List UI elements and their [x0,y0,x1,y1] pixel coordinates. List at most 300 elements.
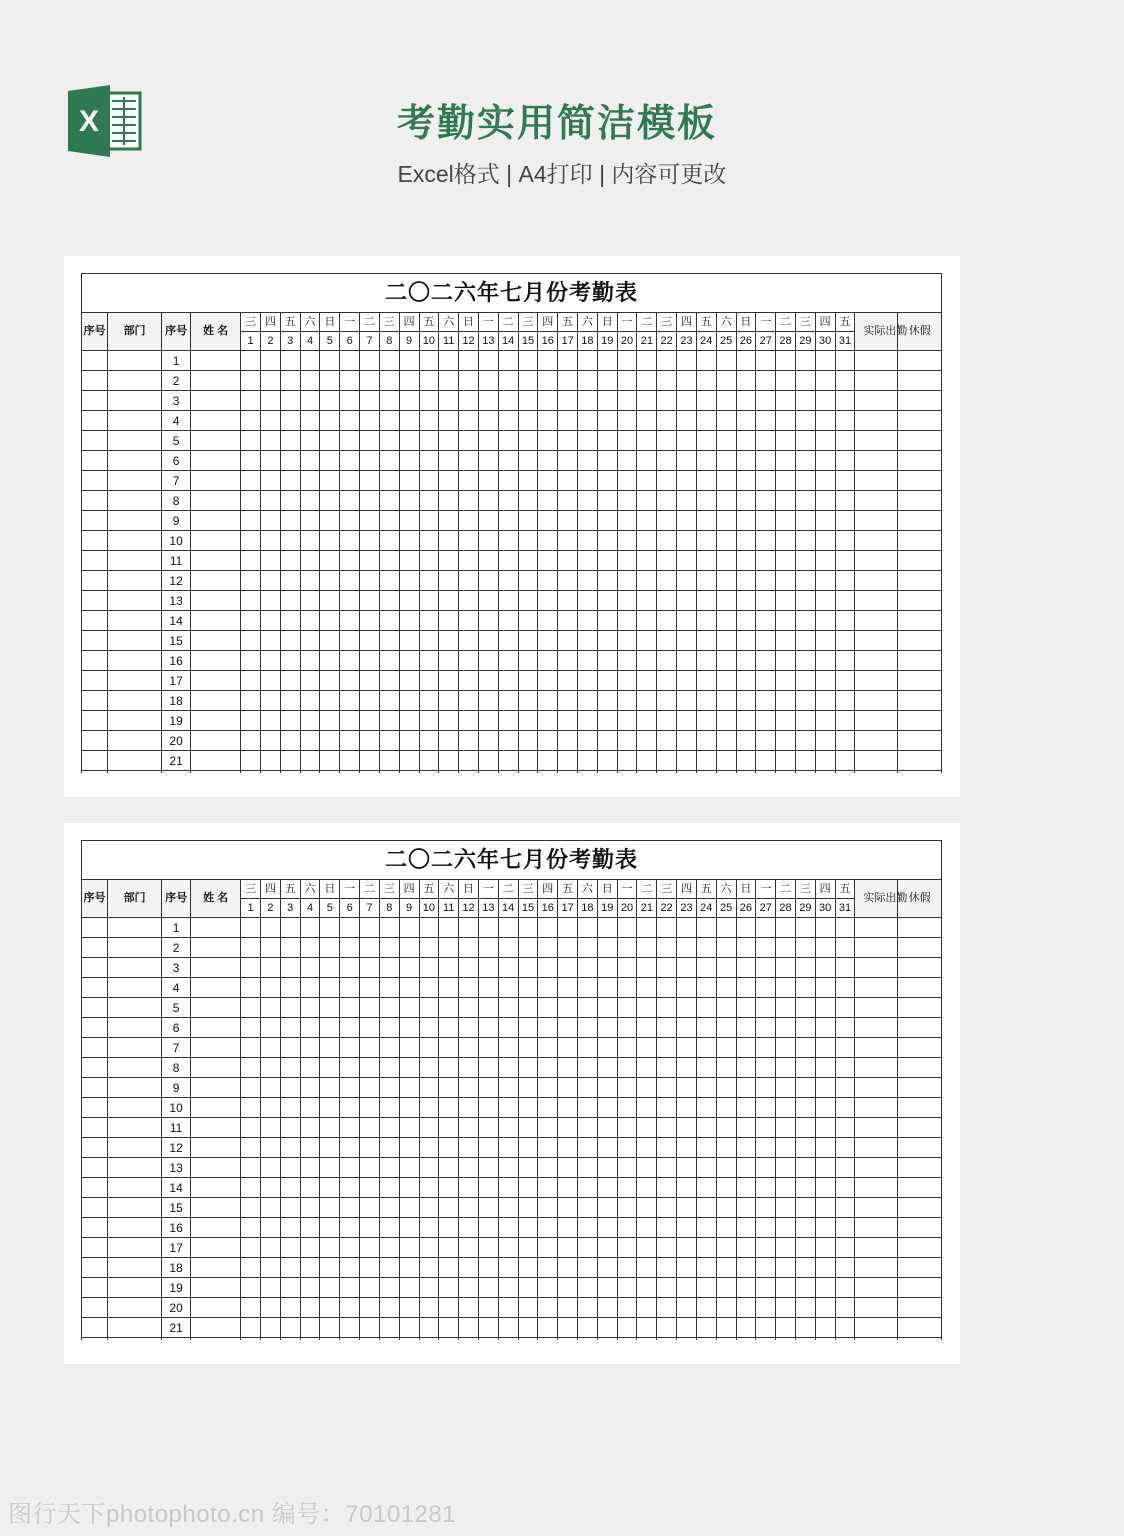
attendance-cell[interactable] [696,611,716,631]
attendance-cell[interactable] [280,1298,300,1318]
name-cell[interactable] [191,711,241,731]
attendance-cell[interactable] [815,1038,835,1058]
attendance-cell[interactable] [637,1278,657,1298]
attendance-cell[interactable] [795,1138,815,1158]
attendance-cell[interactable] [776,1018,796,1038]
actual-attendance-cell[interactable] [855,1178,898,1198]
attendance-cell[interactable] [637,751,657,771]
attendance-cell[interactable] [558,691,578,711]
attendance-cell[interactable] [736,958,756,978]
attendance-cell[interactable] [696,691,716,711]
attendance-cell[interactable] [419,1318,439,1338]
attendance-cell[interactable] [597,1298,617,1318]
name-cell[interactable] [191,371,241,391]
leave-cell[interactable] [898,1118,942,1138]
department-cell[interactable] [108,451,162,471]
attendance-cell[interactable] [696,938,716,958]
attendance-cell[interactable] [597,1178,617,1198]
attendance-cell[interactable] [459,371,479,391]
attendance-cell[interactable] [637,651,657,671]
attendance-cell[interactable] [280,591,300,611]
attendance-cell[interactable] [597,491,617,511]
attendance-cell[interactable] [835,351,855,371]
attendance-cell[interactable] [261,631,281,651]
seq-cell[interactable] [82,1218,108,1238]
attendance-cell[interactable] [696,1218,716,1238]
attendance-cell[interactable] [538,691,558,711]
attendance-cell[interactable] [300,978,320,998]
attendance-cell[interactable] [716,491,736,511]
attendance-cell[interactable] [617,1258,637,1278]
attendance-cell[interactable] [776,351,796,371]
attendance-cell[interactable] [815,371,835,391]
actual-attendance-cell[interactable] [855,351,898,371]
attendance-cell[interactable] [637,978,657,998]
attendance-cell[interactable] [597,1138,617,1158]
attendance-cell[interactable] [597,1238,617,1258]
attendance-cell[interactable] [776,691,796,711]
attendance-cell[interactable] [677,1258,697,1278]
attendance-cell[interactable] [756,1158,776,1178]
attendance-cell[interactable] [736,1298,756,1318]
attendance-cell[interactable] [241,1038,261,1058]
attendance-cell[interactable] [280,1038,300,1058]
attendance-cell[interactable] [439,631,459,651]
attendance-cell[interactable] [320,671,340,691]
attendance-cell[interactable] [439,1058,459,1078]
attendance-cell[interactable] [835,1018,855,1038]
attendance-cell[interactable] [617,1318,637,1338]
attendance-cell[interactable] [696,551,716,571]
attendance-cell[interactable] [261,711,281,731]
attendance-cell[interactable] [320,1058,340,1078]
attendance-cell[interactable] [300,1118,320,1138]
attendance-cell[interactable] [716,711,736,731]
attendance-cell[interactable] [617,691,637,711]
attendance-cell[interactable] [261,371,281,391]
attendance-cell[interactable] [736,371,756,391]
attendance-cell[interactable] [498,1078,518,1098]
attendance-cell[interactable] [478,471,498,491]
attendance-cell[interactable] [637,531,657,551]
attendance-cell[interactable] [617,1118,637,1138]
attendance-cell[interactable] [340,1278,360,1298]
attendance-cell[interactable] [597,451,617,471]
attendance-cell[interactable] [835,751,855,771]
attendance-cell[interactable] [558,571,578,591]
attendance-cell[interactable] [241,1118,261,1138]
attendance-cell[interactable] [498,571,518,591]
attendance-cell[interactable] [241,511,261,531]
attendance-cell[interactable] [617,1138,637,1158]
attendance-cell[interactable] [280,351,300,371]
actual-attendance-cell[interactable] [855,958,898,978]
attendance-cell[interactable] [756,1218,776,1238]
attendance-cell[interactable] [399,691,419,711]
attendance-cell[interactable] [360,491,380,511]
attendance-cell[interactable] [241,938,261,958]
actual-attendance-cell[interactable] [855,751,898,771]
attendance-cell[interactable] [538,511,558,531]
attendance-cell[interactable] [815,918,835,938]
attendance-cell[interactable] [280,1138,300,1158]
attendance-cell[interactable] [815,1138,835,1158]
attendance-cell[interactable] [498,1198,518,1218]
attendance-cell[interactable] [677,711,697,731]
attendance-cell[interactable] [736,1198,756,1218]
attendance-cell[interactable] [677,591,697,611]
attendance-cell[interactable] [300,751,320,771]
name-cell[interactable] [191,1018,241,1038]
attendance-cell[interactable] [360,591,380,611]
attendance-cell[interactable] [716,1238,736,1258]
attendance-cell[interactable] [518,591,538,611]
attendance-cell[interactable] [340,591,360,611]
attendance-cell[interactable] [261,958,281,978]
attendance-cell[interactable] [399,1038,419,1058]
attendance-cell[interactable] [736,731,756,751]
attendance-cell[interactable] [538,411,558,431]
attendance-cell[interactable] [795,471,815,491]
attendance-cell[interactable] [597,411,617,431]
attendance-cell[interactable] [677,511,697,531]
attendance-cell[interactable] [439,1298,459,1318]
attendance-cell[interactable] [518,351,538,371]
attendance-cell[interactable] [419,671,439,691]
attendance-cell[interactable] [399,1218,419,1238]
attendance-cell[interactable] [776,1258,796,1278]
attendance-cell[interactable] [756,711,776,731]
attendance-cell[interactable] [320,1078,340,1098]
attendance-cell[interactable] [696,351,716,371]
attendance-cell[interactable] [538,391,558,411]
attendance-cell[interactable] [657,1238,677,1258]
attendance-cell[interactable] [478,1038,498,1058]
attendance-cell[interactable] [736,591,756,611]
attendance-cell[interactable] [280,1198,300,1218]
attendance-cell[interactable] [776,611,796,631]
actual-attendance-cell[interactable] [855,1018,898,1038]
attendance-cell[interactable] [835,471,855,491]
attendance-cell[interactable] [716,918,736,938]
attendance-cell[interactable] [597,1118,617,1138]
attendance-cell[interactable] [696,1278,716,1298]
attendance-cell[interactable] [518,978,538,998]
attendance-cell[interactable] [340,671,360,691]
seq-cell[interactable] [82,691,108,711]
seq-cell[interactable] [82,551,108,571]
attendance-cell[interactable] [340,1258,360,1278]
leave-cell[interactable] [898,998,942,1018]
attendance-cell[interactable] [399,958,419,978]
attendance-cell[interactable] [518,571,538,591]
name-cell[interactable] [191,978,241,998]
attendance-cell[interactable] [538,1198,558,1218]
attendance-cell[interactable] [241,1298,261,1318]
attendance-cell[interactable] [459,1058,479,1078]
attendance-cell[interactable] [795,1318,815,1338]
attendance-cell[interactable] [597,978,617,998]
attendance-cell[interactable] [518,1098,538,1118]
attendance-cell[interactable] [419,551,439,571]
actual-attendance-cell[interactable] [855,651,898,671]
attendance-cell[interactable] [459,1258,479,1278]
attendance-cell[interactable] [736,411,756,431]
attendance-cell[interactable] [399,978,419,998]
attendance-cell[interactable] [518,511,538,531]
leave-cell[interactable] [898,491,942,511]
attendance-cell[interactable] [261,1218,281,1238]
attendance-cell[interactable] [360,978,380,998]
attendance-cell[interactable] [360,411,380,431]
attendance-cell[interactable] [558,531,578,551]
actual-attendance-cell[interactable] [855,1158,898,1178]
attendance-cell[interactable] [716,938,736,958]
attendance-cell[interactable] [478,1198,498,1218]
attendance-cell[interactable] [597,351,617,371]
attendance-cell[interactable] [459,451,479,471]
leave-cell[interactable] [898,958,942,978]
attendance-cell[interactable] [320,1018,340,1038]
attendance-cell[interactable] [498,351,518,371]
attendance-cell[interactable] [617,471,637,491]
attendance-cell[interactable] [756,571,776,591]
attendance-cell[interactable] [538,531,558,551]
attendance-cell[interactable] [241,471,261,491]
attendance-cell[interactable] [518,631,538,651]
attendance-cell[interactable] [617,411,637,431]
attendance-cell[interactable] [756,1178,776,1198]
attendance-cell[interactable] [835,958,855,978]
attendance-cell[interactable] [478,611,498,631]
attendance-cell[interactable] [716,1178,736,1198]
attendance-cell[interactable] [498,1218,518,1238]
attendance-cell[interactable] [261,411,281,431]
leave-cell[interactable] [898,751,942,771]
attendance-cell[interactable] [379,1198,399,1218]
attendance-cell[interactable] [558,1038,578,1058]
attendance-cell[interactable] [696,671,716,691]
attendance-cell[interactable] [379,1118,399,1138]
attendance-cell[interactable] [498,1018,518,1038]
attendance-cell[interactable] [835,938,855,958]
attendance-cell[interactable] [776,751,796,771]
attendance-cell[interactable] [677,531,697,551]
attendance-cell[interactable] [677,651,697,671]
attendance-cell[interactable] [320,731,340,751]
seq-cell[interactable] [82,531,108,551]
attendance-cell[interactable] [360,1218,380,1238]
attendance-cell[interactable] [696,711,716,731]
attendance-cell[interactable] [538,1018,558,1038]
department-cell[interactable] [108,958,162,978]
attendance-cell[interactable] [241,1318,261,1338]
attendance-cell[interactable] [459,1198,479,1218]
attendance-cell[interactable] [578,611,598,631]
attendance-cell[interactable] [637,511,657,531]
attendance-cell[interactable] [776,1038,796,1058]
attendance-cell[interactable] [597,1218,617,1238]
attendance-cell[interactable] [637,491,657,511]
attendance-cell[interactable] [419,691,439,711]
attendance-cell[interactable] [756,1298,776,1318]
attendance-cell[interactable] [300,918,320,938]
attendance-cell[interactable] [498,1038,518,1058]
attendance-cell[interactable] [597,471,617,491]
attendance-cell[interactable] [578,371,598,391]
attendance-cell[interactable] [795,631,815,651]
leave-cell[interactable] [898,1278,942,1298]
attendance-cell[interactable] [399,391,419,411]
department-cell[interactable] [108,1258,162,1278]
attendance-cell[interactable] [399,571,419,591]
attendance-cell[interactable] [280,1218,300,1238]
attendance-cell[interactable] [459,1018,479,1038]
attendance-cell[interactable] [558,1098,578,1118]
attendance-cell[interactable] [498,1058,518,1078]
attendance-cell[interactable] [558,631,578,651]
attendance-cell[interactable] [756,1118,776,1138]
attendance-cell[interactable] [795,1278,815,1298]
attendance-cell[interactable] [657,1038,677,1058]
attendance-cell[interactable] [419,651,439,671]
attendance-cell[interactable] [657,571,677,591]
attendance-cell[interactable] [280,998,300,1018]
attendance-cell[interactable] [538,1098,558,1118]
attendance-cell[interactable] [617,371,637,391]
attendance-cell[interactable] [498,1238,518,1258]
attendance-cell[interactable] [736,611,756,631]
leave-cell[interactable] [898,551,942,571]
attendance-cell[interactable] [379,431,399,451]
name-cell[interactable] [191,611,241,631]
attendance-cell[interactable] [716,1118,736,1138]
attendance-cell[interactable] [617,651,637,671]
actual-attendance-cell[interactable] [855,1278,898,1298]
attendance-cell[interactable] [815,1198,835,1218]
attendance-cell[interactable] [716,691,736,711]
attendance-cell[interactable] [617,591,637,611]
attendance-cell[interactable] [241,631,261,651]
attendance-cell[interactable] [677,1098,697,1118]
attendance-cell[interactable] [360,1158,380,1178]
attendance-cell[interactable] [419,511,439,531]
attendance-cell[interactable] [300,1238,320,1258]
attendance-cell[interactable] [657,471,677,491]
attendance-cell[interactable] [459,731,479,751]
leave-cell[interactable] [898,671,942,691]
attendance-cell[interactable] [815,1178,835,1198]
attendance-cell[interactable] [320,1218,340,1238]
attendance-cell[interactable] [677,1318,697,1338]
department-cell[interactable] [108,371,162,391]
attendance-cell[interactable] [795,371,815,391]
attendance-cell[interactable] [459,1298,479,1318]
leave-cell[interactable] [898,691,942,711]
attendance-cell[interactable] [558,1018,578,1038]
attendance-cell[interactable] [538,1298,558,1318]
attendance-cell[interactable] [815,1318,835,1338]
attendance-cell[interactable] [478,531,498,551]
attendance-cell[interactable] [261,1078,281,1098]
attendance-cell[interactable] [597,918,617,938]
attendance-cell[interactable] [597,531,617,551]
attendance-cell[interactable] [815,1058,835,1078]
attendance-cell[interactable] [558,1078,578,1098]
attendance-cell[interactable] [320,1318,340,1338]
attendance-cell[interactable] [696,1078,716,1098]
attendance-cell[interactable] [459,531,479,551]
attendance-cell[interactable] [340,371,360,391]
attendance-cell[interactable] [478,998,498,1018]
attendance-cell[interactable] [736,491,756,511]
attendance-cell[interactable] [696,918,716,938]
attendance-cell[interactable] [776,1278,796,1298]
attendance-cell[interactable] [736,1078,756,1098]
attendance-cell[interactable] [558,491,578,511]
attendance-cell[interactable] [261,671,281,691]
attendance-cell[interactable] [261,551,281,571]
attendance-cell[interactable] [578,998,598,1018]
actual-attendance-cell[interactable] [855,1218,898,1238]
attendance-cell[interactable] [518,998,538,1018]
attendance-cell[interactable] [795,1118,815,1138]
attendance-cell[interactable] [578,1058,598,1078]
attendance-cell[interactable] [637,731,657,751]
attendance-cell[interactable] [795,1098,815,1118]
leave-cell[interactable] [898,391,942,411]
attendance-cell[interactable] [578,391,598,411]
attendance-cell[interactable] [241,1158,261,1178]
leave-cell[interactable] [898,631,942,651]
attendance-cell[interactable] [558,1298,578,1318]
attendance-cell[interactable] [677,351,697,371]
attendance-cell[interactable] [439,451,459,471]
attendance-cell[interactable] [617,731,637,751]
attendance-cell[interactable] [498,1298,518,1318]
attendance-cell[interactable] [736,391,756,411]
attendance-cell[interactable] [538,1078,558,1098]
attendance-cell[interactable] [815,751,835,771]
attendance-cell[interactable] [815,998,835,1018]
attendance-cell[interactable] [637,1118,657,1138]
attendance-cell[interactable] [736,1158,756,1178]
department-cell[interactable] [108,671,162,691]
attendance-cell[interactable] [379,411,399,431]
attendance-cell[interactable] [677,571,697,591]
attendance-cell[interactable] [617,1278,637,1298]
attendance-cell[interactable] [419,591,439,611]
attendance-cell[interactable] [756,1138,776,1158]
seq-cell[interactable] [82,1198,108,1218]
attendance-cell[interactable] [439,551,459,571]
attendance-cell[interactable] [578,711,598,731]
attendance-cell[interactable] [776,978,796,998]
attendance-cell[interactable] [439,351,459,371]
attendance-cell[interactable] [379,371,399,391]
department-cell[interactable] [108,1018,162,1038]
attendance-cell[interactable] [696,491,716,511]
actual-attendance-cell[interactable] [855,1238,898,1258]
attendance-cell[interactable] [657,958,677,978]
attendance-cell[interactable] [736,631,756,651]
attendance-cell[interactable] [637,958,657,978]
department-cell[interactable] [108,651,162,671]
attendance-cell[interactable] [558,471,578,491]
attendance-cell[interactable] [617,711,637,731]
attendance-cell[interactable] [459,998,479,1018]
attendance-cell[interactable] [795,1078,815,1098]
